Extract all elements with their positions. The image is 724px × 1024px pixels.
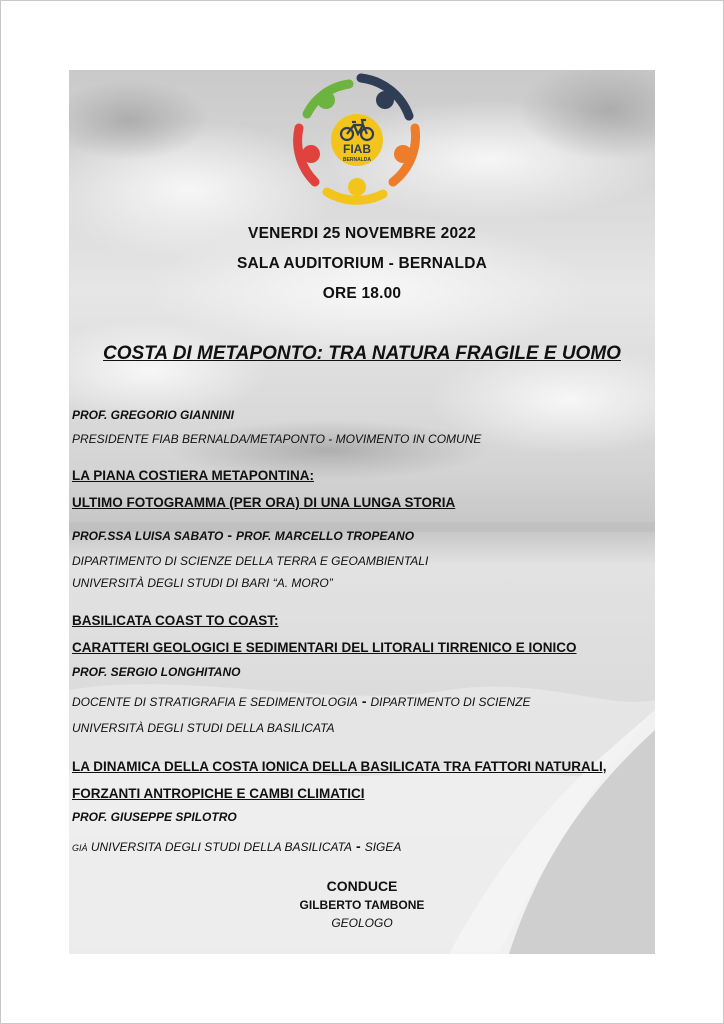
talk3-affiliation [72,838,652,854]
talk3-title-line1: LA DINAMICA DELLA COSTA IONICA DELLA BASILICATA TRA FATTORI NATURALI, [72,759,607,774]
talk3-affiliation-b: SIGEA [364,840,402,854]
event-venue: SALA AUDITORIUM - BERNALDA [236,255,488,272]
intro-role: PRESIDENTE FIAB BERNALDA/METAPONTO - MOVIMENTO IN COMUNE [72,432,482,446]
event-date: VENERDI 25 NOVEMBRE 2022 [248,225,476,242]
talk3-affiliation-a: UNIVERSITA DEGLI STUDI DELLA BASILICATA [90,840,353,854]
talk3-speaker: PROF. GIUSEPPE SPILOTRO [72,810,237,824]
talk2-title-line2: CARATTERI GEOLOGICI E SEDIMENTARI DEL LITORALI TIRRENICO E IONICO [72,640,577,655]
talk1-separator: - [227,527,233,543]
talk2-separator: - [361,693,367,709]
event-time: ORE 18.00 [322,285,402,302]
poster [69,70,655,954]
talk3-separator: - [356,838,361,854]
talk1-title-line2: ULTIMO FOTOGRAMMA (PER ORA) DI UNA LUNGA STORIA [72,495,456,510]
conduce-label: CONDUCE [326,878,398,894]
talk2-affiliation1 [72,693,652,709]
logo-subtitle: BERNALDA [342,157,372,163]
talk1-speaker-b: PROF. MARCELLO TROPEANO [236,529,415,543]
talk1-speakers [72,527,652,543]
talk1-affiliation1: DIPARTIMENTO DI SCIENZE DELLA TERRA E GEOAMBIENTALI [72,554,429,568]
talk1-affiliation2: UNIVERSITÀ DEGLI STUDI DI BARI “A. MORO” [72,576,333,590]
logo-text: FIAB [343,142,371,156]
event-title: COSTA DI METAPONTO: TRA NATURA FRAGILE E UOMO [103,343,621,364]
fiab-logo [287,70,427,208]
talk2-affiliation2: UNIVERSITÀ DEGLI STUDI DELLA BASILICATA [72,721,335,735]
conduce-name: GILBERTO TAMBONE [299,898,425,912]
talk2-affiliation1-b: DIPARTIMENTO DI SCIENZE [370,695,531,709]
talk2-affiliation1-a: DOCENTE DI STRATIGRAFIA E SEDIMENTOLOGIA [72,695,358,709]
talk3-title-line2: FORZANTI ANTROPICHE E CAMBI CLIMATICI [72,786,365,801]
talk3-affiliation-prefix: GIÀ [72,843,88,853]
conduce-role: GEOLOGO [331,916,393,930]
talk2-title-line1: BASILICATA COAST TO COAST: [72,613,279,628]
talk1-title-line1: LA PIANA COSTIERA METAPONTINA: [72,468,314,483]
intro-speaker: PROF. GREGORIO GIANNINI [72,408,235,422]
talk1-speaker-a: PROF.SSA LUISA SABATO [72,529,224,543]
talk2-speaker: PROF. SERGIO LONGHITANO [72,665,241,679]
